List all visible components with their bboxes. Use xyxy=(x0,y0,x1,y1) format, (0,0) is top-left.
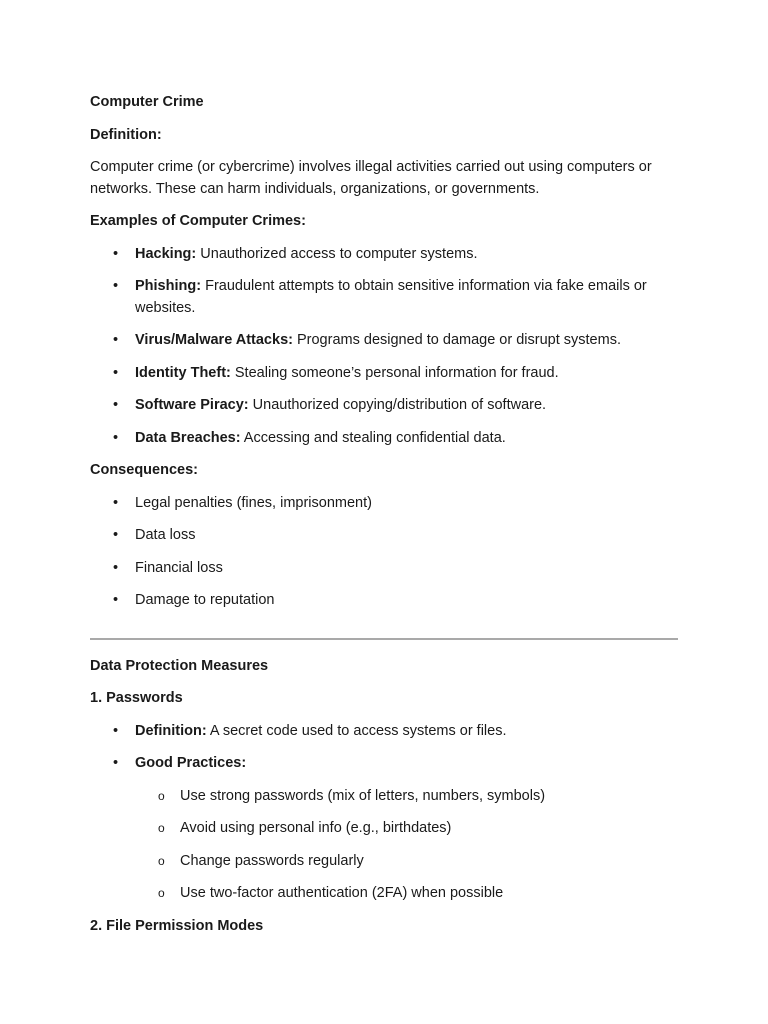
examples-label: Examples of Computer Crimes: xyxy=(90,213,306,229)
list-item-data-breaches xyxy=(90,428,680,450)
sublist-item-practice xyxy=(90,851,680,873)
bullet-disc-icon: • xyxy=(113,755,119,771)
bullet-disc-icon: • xyxy=(113,397,119,413)
list-item-term: Definition: xyxy=(135,722,207,739)
list-item-hacking xyxy=(90,244,680,266)
list-item-text: Unauthorized access to computer systems. xyxy=(196,245,478,262)
subheading-file-permission-modes: 2. File Permission Modes xyxy=(90,917,264,934)
consequences-label: Consequences: xyxy=(90,462,198,478)
section-title-computer-crime: Computer Crime xyxy=(90,94,204,110)
list-item-term: Software Piracy: xyxy=(135,397,249,413)
list-item-text: Change passwords regularly xyxy=(180,852,364,869)
list-item-text: Use strong passwords (mix of letters, numbers, symbols) xyxy=(180,787,546,804)
list-item-consequence xyxy=(90,525,680,547)
list-item-virus-malware xyxy=(90,330,680,352)
list-item-good-practices xyxy=(90,753,680,775)
bullet-circle-icon: o xyxy=(158,886,165,900)
list-item-text: A secret code used to access systems or files. xyxy=(206,722,507,739)
bullet-disc-icon: • xyxy=(113,278,119,294)
list-item-text: Financial loss xyxy=(135,559,223,576)
list-item-password-definition xyxy=(90,721,680,743)
list-item-consequence xyxy=(90,493,680,515)
bullet-disc-icon: • xyxy=(113,559,119,576)
list-item-term: Identity Theft: xyxy=(135,364,231,381)
bullet-disc-icon: • xyxy=(113,722,119,739)
list-item-text: Legal penalties (fines, imprisonment) xyxy=(135,494,372,511)
document-body xyxy=(90,92,680,937)
list-item-text: Programs designed to damage or disrupt systems. xyxy=(292,332,621,348)
list-item-text: Data loss xyxy=(135,527,196,543)
sublist-item-practice xyxy=(90,786,680,808)
definition-label: Definition: xyxy=(90,126,162,143)
bullet-disc-icon: • xyxy=(113,527,119,543)
list-item-software-piracy xyxy=(90,395,680,417)
list-item-term: Data Breaches: xyxy=(135,429,241,446)
list-item-consequence xyxy=(90,558,680,580)
subheading-passwords: 1. Passwords xyxy=(90,690,183,706)
list-item-term: Good Practices: xyxy=(135,755,247,771)
list-item-text: Avoid using personal info (e.g., birthdates) xyxy=(180,820,452,836)
list-item-text: Use two-factor authentication (2FA) when possible xyxy=(180,885,504,901)
bullet-disc-icon: • xyxy=(113,364,119,381)
list-item-consequence xyxy=(90,590,680,612)
list-item-text: Damage to reputation xyxy=(135,592,275,608)
list-item-text: Unauthorized copying/distribution of software. xyxy=(248,397,547,413)
list-item-term: Phishing: xyxy=(135,278,202,294)
bullet-circle-icon: o xyxy=(158,853,165,868)
bullet-disc-icon: • xyxy=(113,245,119,262)
list-item-term: Hacking: xyxy=(135,245,197,262)
bullet-circle-icon: o xyxy=(158,821,165,835)
sublist-item-practice xyxy=(90,818,680,840)
list-item-identity-theft xyxy=(90,363,680,385)
list-item-text: Stealing someone’s personal information for fraud. xyxy=(230,364,559,381)
bullet-disc-icon: • xyxy=(113,429,119,446)
list-item-term: Virus/Malware Attacks: xyxy=(135,332,293,348)
sublist-item-practice xyxy=(90,883,680,905)
bullet-disc-icon: • xyxy=(113,332,119,348)
definition-text: Computer crime (or cybercrime) involves illegal activities carried out using computers or networks. These can harm individuals, organizations, or governments. xyxy=(90,159,652,197)
bullet-circle-icon: o xyxy=(158,788,165,803)
list-item-text: Fraudulent attempts to obtain sensitive information via fake emails or websites. xyxy=(135,278,647,316)
bullet-disc-icon: • xyxy=(113,494,119,511)
list-item-phishing xyxy=(90,276,680,319)
list-item-text: Accessing and stealing confidential data. xyxy=(240,429,506,446)
section-title-data-protection: Data Protection Measures xyxy=(90,657,269,674)
bullet-disc-icon: • xyxy=(113,592,119,608)
